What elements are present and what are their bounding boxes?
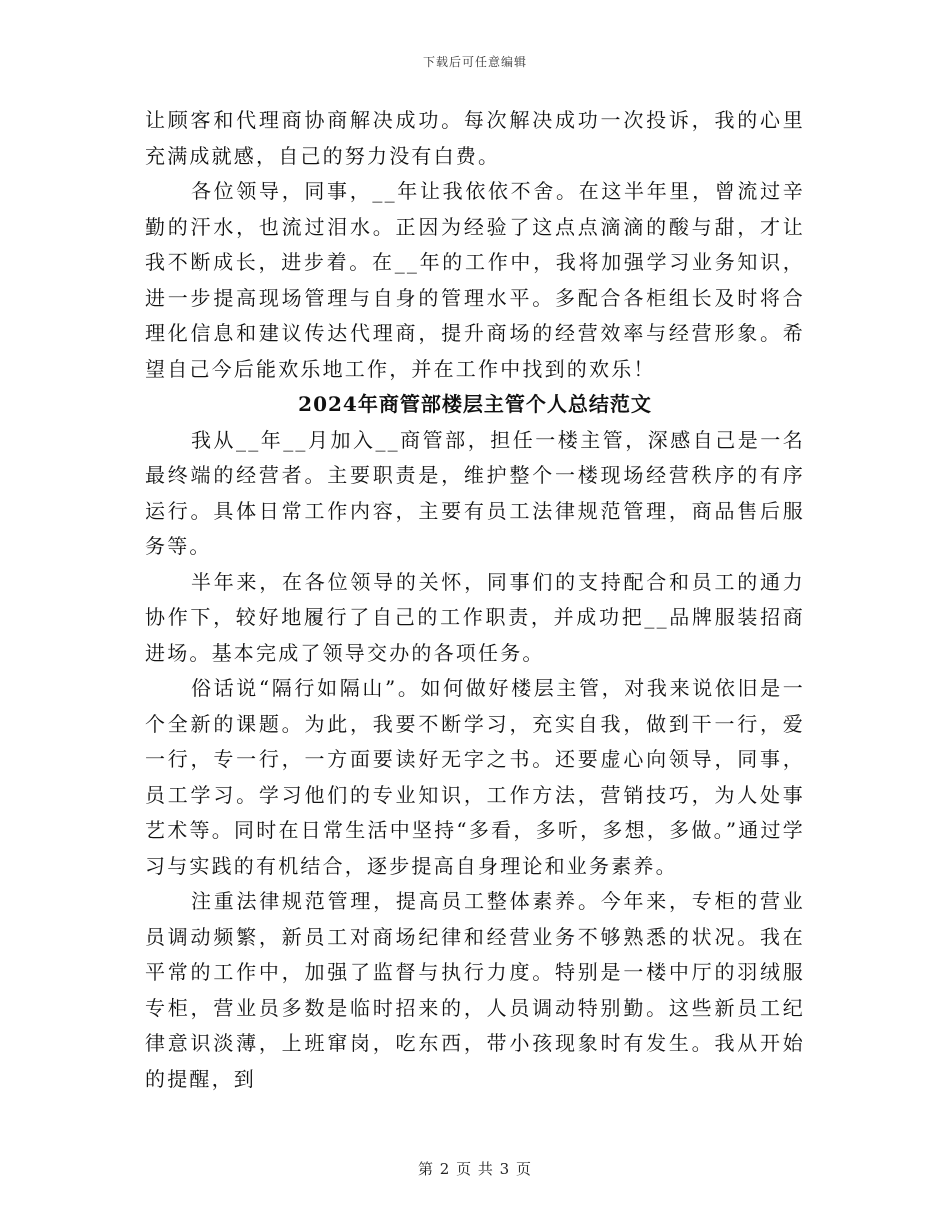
page-header-note: 下载后可任意编辑 bbox=[422, 55, 527, 69]
paragraph: 各位领导，同事，__年让我依依不舍。在这半年里，曾流过辛勤的汗水，也流过泪水。正因为经验了这点点滴滴的酸与甜，才让我不断成长，进步着。在__年的工作中，我将加强学习业务知识，进一步提高现场管理与自身的管理水平。多配合各柜组长及时将合理化信息和建议传达代理商，提升商场的经营效率与经营形象。希望自己今后能欢乐地工作，并在工作中找到的欢乐！ bbox=[145, 179, 805, 381]
paragraph: 半年来，在各位领导的关怀，同事们的支持配合和员工的通力协作下，较好地履行了自己的工作职责，并成功把__品牌服装招商进场。基本完成了领导交办的各项任务。 bbox=[145, 569, 805, 665]
paragraph: 俗话说“隔行如隔山”。如何做好楼层主管，对我来说依旧是一个全新的课题。为此，我要不断学习，充实自我，做到干一行，爱一行，专一行，一方面要读好无字之书。还要虚心向领导，同事，员工学习。学习他们的专业知识，工作方法，营销技巧，为人处事艺术等。同时在日常生活中坚持“多看，多听，多想，多做。”通过学习与实践的有机结合，逐步提高自身理论和业务素养。 bbox=[145, 676, 805, 878]
document-body bbox=[145, 103, 805, 1097]
paragraph: 注重法律规范管理，提高员工整体素养。今年来，专柜的营业员调动频繁，新员工对商场纪律和经营业务不够熟悉的状况。我在平常的工作中，加强了监督与执行力度。特别是一楼中厅的羽绒服专柜，营业员多数是临时招来的，人员调动特别勤。这些新员工纪律意识淡薄，上班窜岗，吃东西，带小孩现象时有发生。我从开始的提醒，到 bbox=[145, 889, 805, 1091]
paragraph: 我从__年__月加入__商管部，担任一楼主管，深感自己是一名最终端的经营者。主要职责是，维护整个一楼现场经营秩序的有序运行。具体日常工作内容，主要有员工法律规范管理，商品售后服务等。 bbox=[145, 427, 805, 558]
section-title: 2024年商管部楼层主管个人总结范文 bbox=[298, 392, 652, 416]
page-number-footer: 第 2 页 共 3 页 bbox=[418, 1160, 532, 1178]
paragraph-continuation: 让顾客和代理商协商解决成功。每次解决成功一次投诉，我的心里充满成就感，自己的努力没有白费。 bbox=[145, 108, 805, 168]
